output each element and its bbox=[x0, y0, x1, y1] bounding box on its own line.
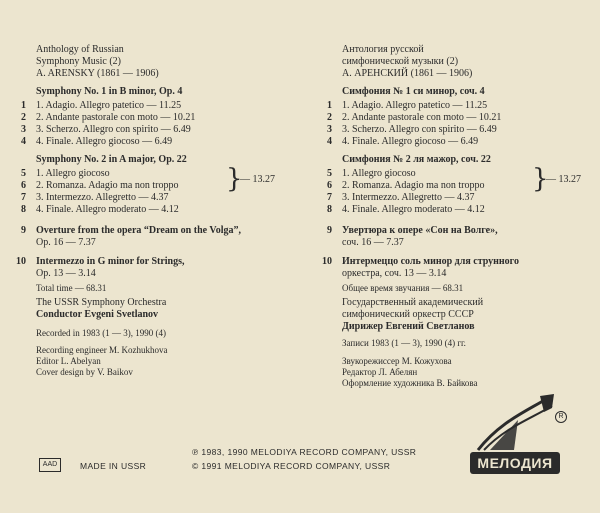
symphony-2-title: Симфония № 2 ля мажор, соч. 22 bbox=[342, 154, 491, 165]
melodiya-note-icon bbox=[470, 392, 570, 454]
header-line-2: симфонической музыки (2) bbox=[342, 56, 459, 67]
credit-line: Звукорежиссер М. Кожухова bbox=[342, 356, 452, 366]
copyright-line: © 1991 MELODIYA RECORD COMPANY, USSR bbox=[192, 461, 391, 471]
orchestra-name: The USSR Symphony Orchestra bbox=[36, 297, 167, 308]
track-number: 3 bbox=[21, 124, 26, 135]
conductor-name: Дирижер Евгений Светланов bbox=[342, 321, 475, 332]
composer-line: А. АРЕНСКИЙ (1861 — 1906) bbox=[342, 68, 473, 79]
track-number: 5 bbox=[21, 168, 26, 179]
header-line-2: Symphony Music (2) bbox=[36, 56, 121, 67]
track-number: 2 bbox=[327, 112, 332, 123]
track-title: 4. Finale. Allegro giocoso — 6.49 bbox=[342, 136, 479, 147]
track-title: 1. Allegro giocoso bbox=[342, 168, 416, 179]
recording-dates: Recorded in 1983 (1 — 3), 1990 (4) bbox=[36, 328, 166, 338]
orchestra-name-line-1: Государственный академический bbox=[342, 297, 484, 308]
brace-icon: } bbox=[532, 164, 549, 194]
credit-line: Editor L. Abelyan bbox=[36, 356, 101, 366]
track-number: 1 bbox=[327, 100, 332, 111]
track-number: 7 bbox=[21, 192, 26, 203]
recording-dates: Записи 1983 (1 — 3), 1990 (4) гг. bbox=[342, 338, 466, 348]
track-title: 1. Adagio. Allegro patetico — 11.25 bbox=[36, 100, 182, 111]
track-title: 2. Romanza. Adagio ma non troppo bbox=[342, 180, 485, 191]
brace-icon: } bbox=[226, 164, 243, 194]
symphony-1-title: Симфония № 1 си минор, соч. 4 bbox=[342, 86, 485, 97]
track-number: 6 bbox=[327, 180, 332, 191]
intermezzo-subtitle: оркестра, соч. 13 — 3.14 bbox=[342, 268, 447, 279]
track-number: 6 bbox=[21, 180, 26, 191]
track-title: 2. Andante pastorale con moto — 10.21 bbox=[36, 112, 196, 123]
combined-duration: — 13.27 bbox=[240, 174, 275, 185]
credit-line: Cover design by V. Baikov bbox=[36, 367, 133, 377]
track-title: 1. Allegro giocoso bbox=[36, 168, 110, 179]
combined-duration: — 13.27 bbox=[546, 174, 581, 185]
total-time: Общее время звучания — 68.31 bbox=[342, 283, 464, 293]
total-time: Total time — 68.31 bbox=[36, 283, 107, 293]
track-number: 8 bbox=[21, 204, 26, 215]
overture-subtitle: Op. 16 — 7.37 bbox=[36, 237, 96, 248]
track-number: 4 bbox=[327, 136, 332, 147]
symphony-2-title: Symphony No. 2 in A major, Op. 22 bbox=[36, 154, 187, 165]
orchestra-name-line-2: симфонический оркестр СССР bbox=[342, 309, 474, 320]
melodiya-logo: МЕЛОДИЯ bbox=[470, 452, 560, 474]
overture-title: Overture from the opera “Dream on the Volga”, bbox=[36, 225, 241, 236]
intermezzo-subtitle: Op. 13 — 3.14 bbox=[36, 268, 96, 279]
registered-mark: R bbox=[555, 411, 567, 423]
track-title: 3. Intermezzo. Allegretto — 4.37 bbox=[36, 192, 169, 203]
overture-subtitle: соч. 16 — 7.37 bbox=[342, 237, 404, 248]
symphony-1-title: Symphony No. 1 in B minor, Op. 4 bbox=[36, 86, 183, 97]
track-number: 10 bbox=[16, 256, 26, 267]
copyright-phonogram: ℗ 1983, 1990 MELODIYA RECORD COMPANY, USSR bbox=[192, 447, 417, 457]
track-title: 3. Intermezzo. Allegretto — 4.37 bbox=[342, 192, 475, 203]
track-title: 3. Scherzo. Allegro con spirito — 6.49 bbox=[342, 124, 497, 135]
intermezzo-title: Intermezzo in G minor for Strings, bbox=[36, 256, 185, 267]
track-number: 5 bbox=[327, 168, 332, 179]
track-number: 4 bbox=[21, 136, 26, 147]
aad-badge: AAD bbox=[39, 458, 61, 472]
track-title: 2. Andante pastorale con moto — 10.21 bbox=[342, 112, 502, 123]
credit-line: Оформление художника В. Байкова bbox=[342, 378, 478, 388]
track-number: 7 bbox=[327, 192, 332, 203]
credit-line: Recording engineer M. Kozhukhova bbox=[36, 345, 168, 355]
conductor-name: Conductor Evgeni Svetlanov bbox=[36, 309, 159, 320]
track-number: 10 bbox=[322, 256, 332, 267]
made-in-label: MADE IN USSR bbox=[80, 461, 147, 471]
track-number: 1 bbox=[21, 100, 26, 111]
track-title: 4. Finale. Allegro moderato — 4.12 bbox=[36, 204, 179, 215]
overture-title: Увертюра к опере «Сон на Волге», bbox=[342, 225, 498, 236]
track-title: 3. Scherzo. Allegro con spirito — 6.49 bbox=[36, 124, 191, 135]
track-number: 8 bbox=[327, 204, 332, 215]
header-line-1: Антология русской bbox=[342, 44, 424, 55]
header-line-1: Anthology of Russian bbox=[36, 44, 124, 55]
composer-line: A. ARENSKY (1861 — 1906) bbox=[36, 68, 159, 79]
track-number: 9 bbox=[21, 225, 26, 236]
track-number: 3 bbox=[327, 124, 332, 135]
track-number: 2 bbox=[21, 112, 26, 123]
track-number: 9 bbox=[327, 225, 332, 236]
track-title: 1. Adagio. Allegro patetico — 11.25 bbox=[342, 100, 488, 111]
track-title: 4. Finale. Allegro giocoso — 6.49 bbox=[36, 136, 173, 147]
credit-line: Редактор Л. Абелян bbox=[342, 367, 418, 377]
track-title: 4. Finale. Allegro moderato — 4.12 bbox=[342, 204, 485, 215]
track-title: 2. Romanza. Adagio ma non troppo bbox=[36, 180, 179, 191]
intermezzo-title: Интермеццо соль минор для струнного bbox=[342, 256, 519, 267]
